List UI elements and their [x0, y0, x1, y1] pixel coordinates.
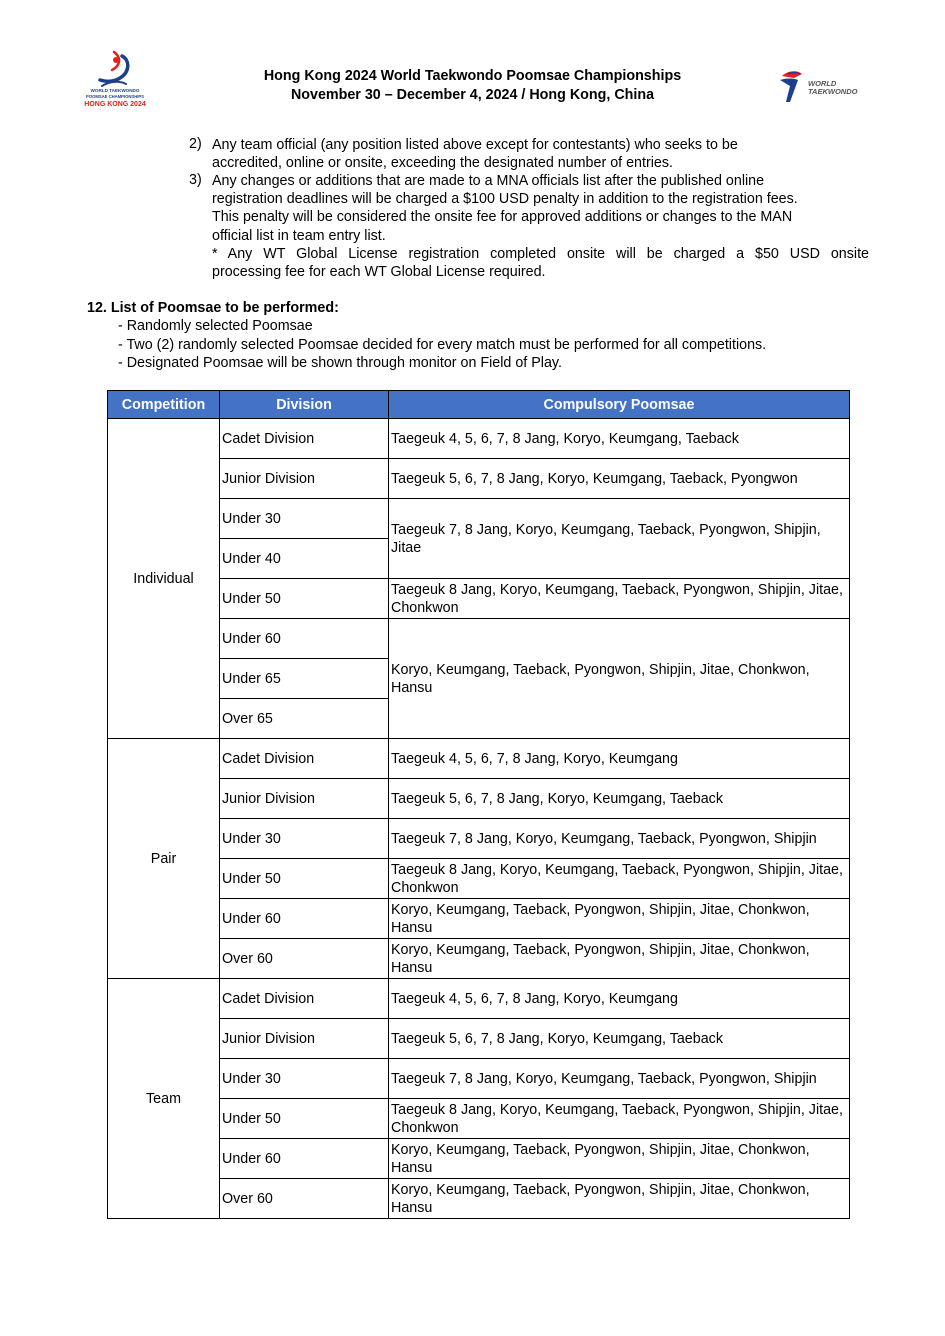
competition-individual: Individual [108, 419, 220, 739]
division-cell: Cadet Division [220, 419, 389, 459]
item-line: * Any WT Global License registration completed onsite will be charged a $50 USD onsite [212, 245, 869, 262]
poomsae-cell: Taegeuk 5, 6, 7, 8 Jang, Koryo, Keumgang, Taeback, Pyongwon [389, 459, 850, 499]
logo-left-line3: HONG KONG 2024 [84, 101, 146, 108]
logo-left-line1: WORLD TAEKWONDO [90, 88, 140, 93]
division-cell: Under 50 [220, 579, 389, 619]
table-row [108, 979, 850, 1019]
table-row [108, 499, 850, 539]
division-cell: Cadet Division [220, 979, 389, 1019]
division-cell: Under 50 [220, 1099, 389, 1139]
division-cell: Under 60 [220, 619, 389, 659]
world-taekwondo-logo [776, 66, 872, 106]
poomsae-cell: Koryo, Keumgang, Taeback, Pyongwon, Shipjin, Jitae, Chonkwon, Hansu [389, 899, 850, 939]
poomsae-cell: Taegeuk 7, 8 Jang, Koryo, Keumgang, Taeback, Pyongwon, Shipjin [389, 1059, 850, 1099]
division-cell: Under 30 [220, 819, 389, 859]
item-line: official list in team entry list. [212, 227, 386, 244]
poomsae-cell: Taegeuk 4, 5, 6, 7, 8 Jang, Koryo, Keumgang, Taeback [389, 419, 850, 459]
table-row [108, 1139, 850, 1179]
item-text [212, 136, 869, 172]
document-header [200, 67, 745, 105]
header-division: Division [220, 391, 389, 419]
table-row [108, 579, 850, 619]
division-cell: Cadet Division [220, 739, 389, 779]
poomsae-cell: Koryo, Keumgang, Taeback, Pyongwon, Shipjin, Jitae, Chonkwon, Hansu [389, 1139, 850, 1179]
poomsae-cell: Koryo, Keumgang, Taeback, Pyongwon, Shipjin, Jitae, Chonkwon, Hansu [389, 1179, 850, 1219]
poomsae-cell: Taegeuk 4, 5, 6, 7, 8 Jang, Koryo, Keumgang [389, 979, 850, 1019]
table-row [108, 739, 850, 779]
table-row [108, 859, 850, 899]
division-cell: Over 65 [220, 699, 389, 739]
header-competition: Competition [108, 391, 220, 419]
item-number: 2) [189, 136, 202, 152]
table-header-row [108, 391, 850, 419]
poomsae-cell: Koryo, Keumgang, Taeback, Pyongwon, Shipjin, Jitae, Chonkwon, Hansu [389, 939, 850, 979]
division-cell: Under 30 [220, 1059, 389, 1099]
division-cell: Under 50 [220, 859, 389, 899]
table-row [108, 779, 850, 819]
competition-pair: Pair [108, 739, 220, 979]
item-line: This penalty will be considered the onsite fee for approved additions or changes to the MAN [212, 209, 793, 226]
poomsae-cell: Taegeuk 5, 6, 7, 8 Jang, Koryo, Keumgang, Taeback [389, 1019, 850, 1059]
competition-team: Team [108, 979, 220, 1219]
table-row [108, 459, 850, 499]
poomsae-cell: Koryo, Keumgang, Taeback, Pyongwon, Shipjin, Jitae, Chonkwon, Hansu [389, 619, 850, 739]
division-cell: Under 65 [220, 659, 389, 699]
item-line: Any team official (any position listed above except for contestants) who seeks to be [212, 137, 738, 153]
header-dates: November 30 – December 4, 2024 / Hong Kong, China [290, 87, 655, 103]
poomsae-cell: Taegeuk 7, 8 Jang, Koryo, Keumgang, Taeback, Pyongwon, Shipjin [389, 819, 850, 859]
bullet-item: - Designated Poomsae will be shown through monitor on Field of Play. [118, 355, 562, 371]
table-row [108, 819, 850, 859]
division-cell: Junior Division [220, 459, 389, 499]
poomsae-cell: Taegeuk 8 Jang, Koryo, Keumgang, Taeback, Pyongwon, Shipjin, Jitae, Chonkwon [389, 859, 850, 899]
poomsae-cell: Taegeuk 8 Jang, Koryo, Keumgang, Taeback, Pyongwon, Shipjin, Jitae, Chonkwon [389, 579, 850, 619]
logo-right-line1: WORLD [808, 79, 837, 88]
item-line: accredited, online or onsite, exceeding the designated number of entries. [212, 155, 673, 172]
table-row [108, 1099, 850, 1139]
division-cell: Under 60 [220, 1139, 389, 1179]
division-cell: Over 60 [220, 1179, 389, 1219]
section-title: 12. List of Poomsae to be performed: [87, 300, 339, 316]
header-compulsory-poomsae: Compulsory Poomsae [389, 391, 850, 419]
poomsae-cell: Taegeuk 7, 8 Jang, Koryo, Keumgang, Taeback, Pyongwon, Shipjin, Jitae [389, 499, 850, 579]
poomsae-cell: Taegeuk 8 Jang, Koryo, Keumgang, Taeback, Pyongwon, Shipjin, Jitae, Chonkwon [389, 1099, 850, 1139]
logo-right-line2: TAEKWONDO [808, 87, 858, 96]
header-title: Hong Kong 2024 World Taekwondo Poomsae Championships [263, 68, 682, 84]
championship-logo [84, 50, 146, 112]
division-cell: Under 60 [220, 899, 389, 939]
bullet-item: - Randomly selected Poomsae [118, 318, 313, 334]
table-row [108, 939, 850, 979]
poomsae-cell: Taegeuk 5, 6, 7, 8 Jang, Koryo, Keumgang, Taeback [389, 779, 850, 819]
table-row [108, 1019, 850, 1059]
table-row [108, 619, 850, 659]
item-line: Any changes or additions that are made to a MNA officials list after the published online [212, 173, 765, 189]
item-line: processing fee for each WT Global License required. [212, 264, 546, 281]
item-line: registration deadlines will be charged a $100 USD penalty in addition to the registration fees. [212, 191, 798, 208]
division-cell: Junior Division [220, 779, 389, 819]
table-row [108, 419, 850, 459]
division-cell: Under 40 [220, 539, 389, 579]
poomsae-cell: Taegeuk 4, 5, 6, 7, 8 Jang, Koryo, Keumgang [389, 739, 850, 779]
division-cell: Junior Division [220, 1019, 389, 1059]
item-text [212, 172, 869, 281]
division-cell: Over 60 [220, 939, 389, 979]
item-number: 3) [189, 172, 202, 188]
bullet-item: - Two (2) randomly selected Poomsae decided for every match must be performed for all competitions. [118, 337, 767, 353]
poomsae-table [107, 390, 850, 1219]
logo-left-line2: POOMSAE CHAMPIONSHIPS [86, 94, 144, 99]
division-cell: Under 30 [220, 499, 389, 539]
table-row [108, 899, 850, 939]
table-row [108, 1059, 850, 1099]
table-row [108, 1179, 850, 1219]
